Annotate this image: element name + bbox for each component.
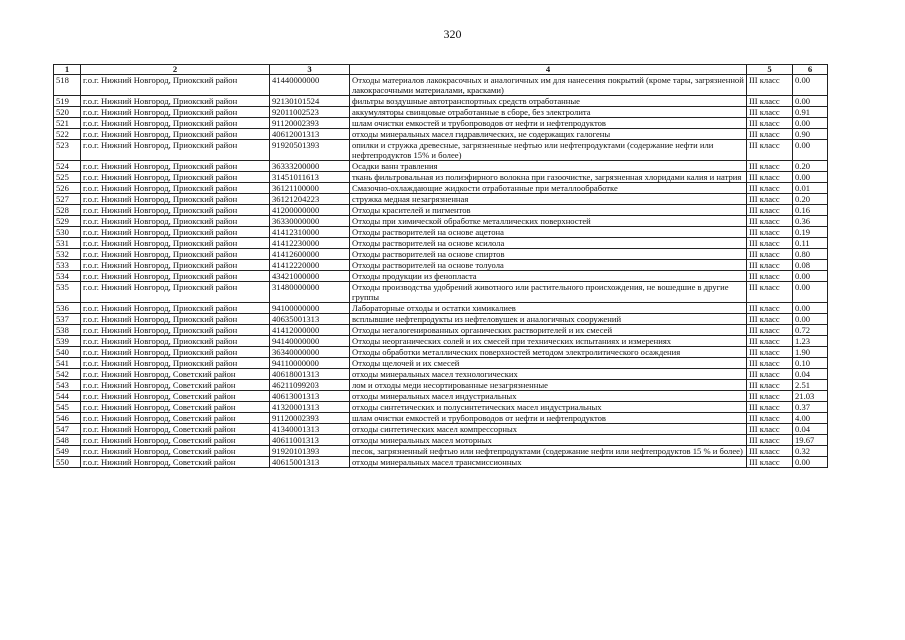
code-cell: 40612001313: [270, 129, 350, 140]
waste-name-cell: Отходы продукции из фенопласта: [350, 271, 747, 282]
row-number-cell: 525: [54, 172, 81, 183]
location-cell: г.о.г. Нижний Новгород, Приокский район: [81, 358, 270, 369]
row-number-cell: 518: [54, 75, 81, 96]
location-cell: г.о.г. Нижний Новгород, Приокский район: [81, 96, 270, 107]
hazard-class-cell: III класс: [747, 205, 793, 216]
row-number-cell: 550: [54, 457, 81, 468]
code-cell: 36333200000: [270, 161, 350, 172]
quantity-cell: 0.32: [793, 446, 828, 457]
code-cell: 40615001313: [270, 457, 350, 468]
quantity-cell: 0.00: [793, 457, 828, 468]
code-cell: 41412230000: [270, 238, 350, 249]
location-cell: г.о.г. Нижний Новгород, Приокский район: [81, 118, 270, 129]
waste-name-cell: ткань фильтровальная из полиэфирного волокна при газоочистке, загрязненная хлоридами калия и натрия: [350, 172, 747, 183]
location-cell: г.о.г. Нижний Новгород, Приокский район: [81, 227, 270, 238]
hazard-class-cell: III класс: [747, 347, 793, 358]
code-cell: 43421000000: [270, 271, 350, 282]
table-row: [54, 118, 828, 129]
table-header-row: [54, 65, 828, 75]
code-cell: 91920501393: [270, 140, 350, 161]
page-number: 320: [443, 27, 462, 41]
table-row: [54, 347, 828, 358]
table-row: [54, 260, 828, 271]
waste-name-cell: отходы синтетических и полусинтетических масел индустриальных: [350, 402, 747, 413]
location-cell: г.о.г. Нижний Новгород, Приокский район: [81, 260, 270, 271]
waste-name-cell: лом и отходы меди несортированные незагрязненные: [350, 380, 747, 391]
hazard-class-cell: III класс: [747, 413, 793, 424]
table-row: [54, 413, 828, 424]
location-cell: г.о.г. Нижний Новгород, Советский район: [81, 380, 270, 391]
row-number-cell: 548: [54, 435, 81, 446]
column-header: 5: [747, 65, 793, 75]
location-cell: г.о.г. Нижний Новгород, Приокский район: [81, 216, 270, 227]
hazard-class-cell: III класс: [747, 107, 793, 118]
code-cell: 36121204223: [270, 194, 350, 205]
waste-name-cell: аккумуляторы свинцовые отработанные в сборе, без электролита: [350, 107, 747, 118]
table-row: [54, 140, 828, 161]
quantity-cell: 0.90: [793, 129, 828, 140]
location-cell: г.о.г. Нижний Новгород, Советский район: [81, 424, 270, 435]
quantity-cell: 0.37: [793, 402, 828, 413]
waste-name-cell: Отходы растворителей на основе толуола: [350, 260, 747, 271]
waste-name-cell: отходы минеральных масел технологических: [350, 369, 747, 380]
code-cell: 46211099203: [270, 380, 350, 391]
table-row: [54, 183, 828, 194]
hazard-class-cell: III класс: [747, 391, 793, 402]
table-row: [54, 172, 828, 183]
hazard-class-cell: III класс: [747, 282, 793, 303]
table-row: [54, 271, 828, 282]
quantity-cell: 0.16: [793, 205, 828, 216]
table-row: [54, 282, 828, 303]
hazard-class-cell: III класс: [747, 457, 793, 468]
row-number-cell: 520: [54, 107, 81, 118]
quantity-cell: 4.00: [793, 413, 828, 424]
location-cell: г.о.г. Нижний Новгород, Советский район: [81, 413, 270, 424]
row-number-cell: 528: [54, 205, 81, 216]
waste-name-cell: Отходы неорганических солей и их смесей при технических испытаниях и измерениях: [350, 336, 747, 347]
table-row: [54, 369, 828, 380]
location-cell: г.о.г. Нижний Новгород, Приокский район: [81, 205, 270, 216]
quantity-cell: 0.00: [793, 172, 828, 183]
row-number-cell: 547: [54, 424, 81, 435]
quantity-cell: 0.04: [793, 424, 828, 435]
hazard-class-cell: III класс: [747, 249, 793, 260]
location-cell: г.о.г. Нижний Новгород, Приокский район: [81, 238, 270, 249]
waste-name-cell: отходы минеральных масел трансмиссионных: [350, 457, 747, 468]
hazard-class-cell: III класс: [747, 358, 793, 369]
quantity-cell: 0.19: [793, 227, 828, 238]
table-row: [54, 75, 828, 96]
code-cell: 94110000000: [270, 358, 350, 369]
waste-name-cell: фильтры воздушные автотранспортных средств отработанные: [350, 96, 747, 107]
quantity-cell: 0.00: [793, 314, 828, 325]
quantity-cell: 0.00: [793, 75, 828, 96]
table-row: [54, 358, 828, 369]
quantity-cell: 0.00: [793, 282, 828, 303]
quantity-cell: 0.00: [793, 271, 828, 282]
quantity-cell: 0.72: [793, 325, 828, 336]
code-cell: 36330000000: [270, 216, 350, 227]
row-number-cell: 540: [54, 347, 81, 358]
waste-name-cell: всплывшие нефтепродукты из нефтеловушек и аналогичных сооружений: [350, 314, 747, 325]
waste-name-cell: песок, загрязненный нефтью или нефтепродуктами (содержание нефти или нефтепродуктов 15 % и более): [350, 446, 747, 457]
row-number-cell: 527: [54, 194, 81, 205]
waste-name-cell: Отходы материалов лакокрасочных и аналогичных им для нанесения покрытий (кроме тары, загрязненной лакокрасочными материалами, красками): [350, 75, 747, 96]
waste-name-cell: Отходы негалогенированных органических растворителей и их смесей: [350, 325, 747, 336]
column-header: 4: [350, 65, 747, 75]
table-row: [54, 161, 828, 172]
location-cell: г.о.г. Нижний Новгород, Приокский район: [81, 303, 270, 314]
row-number-cell: 521: [54, 118, 81, 129]
waste-name-cell: Отходы щелочей и их смесей: [350, 358, 747, 369]
code-cell: 91120002393: [270, 118, 350, 129]
code-cell: 41412220000: [270, 260, 350, 271]
quantity-cell: 0.00: [793, 118, 828, 129]
hazard-class-cell: III класс: [747, 303, 793, 314]
code-cell: 40635001313: [270, 314, 350, 325]
code-cell: 91920101393: [270, 446, 350, 457]
row-number-cell: 522: [54, 129, 81, 140]
location-cell: г.о.г. Нижний Новгород, Приокский район: [81, 183, 270, 194]
row-number-cell: 538: [54, 325, 81, 336]
waste-name-cell: опилки и стружка древесные, загрязненные нефтью или нефтепродуктами (содержание нефти или нефтепродуктов 15% и более): [350, 140, 747, 161]
row-number-cell: 537: [54, 314, 81, 325]
hazard-class-cell: III класс: [747, 183, 793, 194]
waste-name-cell: шлам очистки емкостей и трубопроводов от нефти и нефтепродуктов: [350, 413, 747, 424]
waste-name-cell: Осадки ванн травления: [350, 161, 747, 172]
code-cell: 41412000000: [270, 325, 350, 336]
hazard-class-cell: III класс: [747, 271, 793, 282]
code-cell: 92130101524: [270, 96, 350, 107]
waste-name-cell: Отходы красителей и пигментов: [350, 205, 747, 216]
waste-name-cell: стружка медная незагрязненная: [350, 194, 747, 205]
code-cell: 41340001313: [270, 424, 350, 435]
row-number-cell: 542: [54, 369, 81, 380]
hazard-class-cell: III класс: [747, 118, 793, 129]
row-number-cell: 541: [54, 358, 81, 369]
hazard-class-cell: III класс: [747, 446, 793, 457]
code-cell: 40618001313: [270, 369, 350, 380]
location-cell: г.о.г. Нижний Новгород, Советский район: [81, 457, 270, 468]
hazard-class-cell: III класс: [747, 402, 793, 413]
waste-name-cell: Отходы производства удобрений животного или растительного происхождения, не вошедшие в другие группы: [350, 282, 747, 303]
hazard-class-cell: III класс: [747, 369, 793, 380]
hazard-class-cell: III класс: [747, 227, 793, 238]
row-number-cell: 544: [54, 391, 81, 402]
quantity-cell: 0.00: [793, 303, 828, 314]
hazard-class-cell: III класс: [747, 194, 793, 205]
hazard-class-cell: III класс: [747, 238, 793, 249]
waste-name-cell: Отходы растворителей на основе ксилола: [350, 238, 747, 249]
row-number-cell: 523: [54, 140, 81, 161]
table-row: [54, 216, 828, 227]
row-number-cell: 534: [54, 271, 81, 282]
code-cell: 91120002393: [270, 413, 350, 424]
table-row: [54, 446, 828, 457]
row-number-cell: 546: [54, 413, 81, 424]
hazard-class-cell: III класс: [747, 172, 793, 183]
row-number-cell: 531: [54, 238, 81, 249]
code-cell: 40611001313: [270, 435, 350, 446]
waste-name-cell: Лабораторные отходы и остатки химикалиев: [350, 303, 747, 314]
code-cell: 94140000000: [270, 336, 350, 347]
waste-name-cell: Отходы при химической обработке металлических поверхностей: [350, 216, 747, 227]
column-header: 3: [270, 65, 350, 75]
location-cell: г.о.г. Нижний Новгород, Приокский район: [81, 161, 270, 172]
hazard-class-cell: III класс: [747, 129, 793, 140]
location-cell: г.о.г. Нижний Новгород, Советский район: [81, 391, 270, 402]
quantity-cell: 0.36: [793, 216, 828, 227]
hazard-class-cell: III класс: [747, 75, 793, 96]
hazard-class-cell: III класс: [747, 435, 793, 446]
quantity-cell: 0.20: [793, 194, 828, 205]
quantity-cell: 0.80: [793, 249, 828, 260]
quantity-cell: 0.04: [793, 369, 828, 380]
waste-name-cell: Смазочно-охлаждающие жидкости отработанные при металлообработке: [350, 183, 747, 194]
table-row: [54, 227, 828, 238]
row-number-cell: 533: [54, 260, 81, 271]
location-cell: г.о.г. Нижний Новгород, Советский район: [81, 446, 270, 457]
table-row: [54, 107, 828, 118]
waste-name-cell: отходы синтетических масел компрессорных: [350, 424, 747, 435]
row-number-cell: 545: [54, 402, 81, 413]
column-header: 2: [81, 65, 270, 75]
row-number-cell: 549: [54, 446, 81, 457]
location-cell: г.о.г. Нижний Новгород, Приокский район: [81, 271, 270, 282]
row-number-cell: 536: [54, 303, 81, 314]
hazard-class-cell: III класс: [747, 380, 793, 391]
table-row: [54, 325, 828, 336]
location-cell: г.о.г. Нижний Новгород, Приокский район: [81, 194, 270, 205]
table-body: [54, 75, 828, 468]
quantity-cell: 1.90: [793, 347, 828, 358]
table-row: [54, 457, 828, 468]
quantity-cell: 0.00: [793, 96, 828, 107]
location-cell: г.о.г. Нижний Новгород, Приокский район: [81, 249, 270, 260]
waste-name-cell: Отходы растворителей на основе спиртов: [350, 249, 747, 260]
location-cell: г.о.г. Нижний Новгород, Приокский район: [81, 107, 270, 118]
row-number-cell: 539: [54, 336, 81, 347]
location-cell: г.о.г. Нижний Новгород, Приокский район: [81, 325, 270, 336]
column-header: 1: [54, 65, 81, 75]
row-number-cell: 529: [54, 216, 81, 227]
quantity-cell: 21.03: [793, 391, 828, 402]
waste-table: [53, 64, 828, 468]
hazard-class-cell: III класс: [747, 216, 793, 227]
table-row: [54, 129, 828, 140]
row-number-cell: 530: [54, 227, 81, 238]
waste-name-cell: отходы минеральных масел индустриальных: [350, 391, 747, 402]
code-cell: 41440000000: [270, 75, 350, 96]
row-number-cell: 524: [54, 161, 81, 172]
table-row: [54, 424, 828, 435]
table-row: [54, 314, 828, 325]
hazard-class-cell: III класс: [747, 260, 793, 271]
code-cell: 31480000000: [270, 282, 350, 303]
location-cell: г.о.г. Нижний Новгород, Приокский район: [81, 172, 270, 183]
location-cell: г.о.г. Нижний Новгород, Приокский район: [81, 75, 270, 96]
row-number-cell: 535: [54, 282, 81, 303]
row-number-cell: 532: [54, 249, 81, 260]
quantity-cell: 19.67: [793, 435, 828, 446]
quantity-cell: 0.91: [793, 107, 828, 118]
quantity-cell: 0.00: [793, 140, 828, 161]
quantity-cell: 1.23: [793, 336, 828, 347]
location-cell: г.о.г. Нижний Новгород, Приокский район: [81, 129, 270, 140]
hazard-class-cell: III класс: [747, 325, 793, 336]
hazard-class-cell: III класс: [747, 314, 793, 325]
code-cell: 36121100000: [270, 183, 350, 194]
location-cell: г.о.г. Нижний Новгород, Советский район: [81, 369, 270, 380]
table-row: [54, 205, 828, 216]
table-row: [54, 402, 828, 413]
row-number-cell: 519: [54, 96, 81, 107]
code-cell: 31451011613: [270, 172, 350, 183]
location-cell: г.о.г. Нижний Новгород, Приокский район: [81, 140, 270, 161]
location-cell: г.о.г. Нижний Новгород, Приокский район: [81, 336, 270, 347]
row-number-cell: 543: [54, 380, 81, 391]
code-cell: 41412600000: [270, 249, 350, 260]
table-row: [54, 194, 828, 205]
hazard-class-cell: III класс: [747, 140, 793, 161]
waste-name-cell: отходы минеральных масел гидравлических, не содержащих галогены: [350, 129, 747, 140]
column-header: 6: [793, 65, 828, 75]
quantity-cell: 0.08: [793, 260, 828, 271]
table-row: [54, 96, 828, 107]
table-row: [54, 238, 828, 249]
waste-name-cell: шлам очистки емкостей и трубопроводов от нефти и нефтепродуктов: [350, 118, 747, 129]
location-cell: г.о.г. Нижний Новгород, Советский район: [81, 435, 270, 446]
code-cell: 41200000000: [270, 205, 350, 216]
waste-name-cell: Отходы растворителей на основе ацетона: [350, 227, 747, 238]
table-row: [54, 336, 828, 347]
quantity-cell: 2.51: [793, 380, 828, 391]
quantity-cell: 0.20: [793, 161, 828, 172]
code-cell: 92011002523: [270, 107, 350, 118]
table-row: [54, 303, 828, 314]
hazard-class-cell: III класс: [747, 424, 793, 435]
code-cell: 36340000000: [270, 347, 350, 358]
location-cell: г.о.г. Нижний Новгород, Приокский район: [81, 314, 270, 325]
table-row: [54, 391, 828, 402]
row-number-cell: 526: [54, 183, 81, 194]
code-cell: 41320001313: [270, 402, 350, 413]
location-cell: г.о.г. Нижний Новгород, Советский район: [81, 402, 270, 413]
code-cell: 94100000000: [270, 303, 350, 314]
waste-name-cell: отходы минеральных масел моторных: [350, 435, 747, 446]
table-row: [54, 249, 828, 260]
hazard-class-cell: III класс: [747, 161, 793, 172]
quantity-cell: 0.11: [793, 238, 828, 249]
location-cell: г.о.г. Нижний Новгород, Приокский район: [81, 282, 270, 303]
quantity-cell: 0.01: [793, 183, 828, 194]
code-cell: 41412310000: [270, 227, 350, 238]
hazard-class-cell: III класс: [747, 96, 793, 107]
hazard-class-cell: III класс: [747, 336, 793, 347]
quantity-cell: 0.10: [793, 358, 828, 369]
table-row: [54, 380, 828, 391]
location-cell: г.о.г. Нижний Новгород, Приокский район: [81, 347, 270, 358]
table-row: [54, 435, 828, 446]
code-cell: 40613001313: [270, 391, 350, 402]
waste-name-cell: Отходы обработки металлических поверхностей методом электролитического осаждения: [350, 347, 747, 358]
